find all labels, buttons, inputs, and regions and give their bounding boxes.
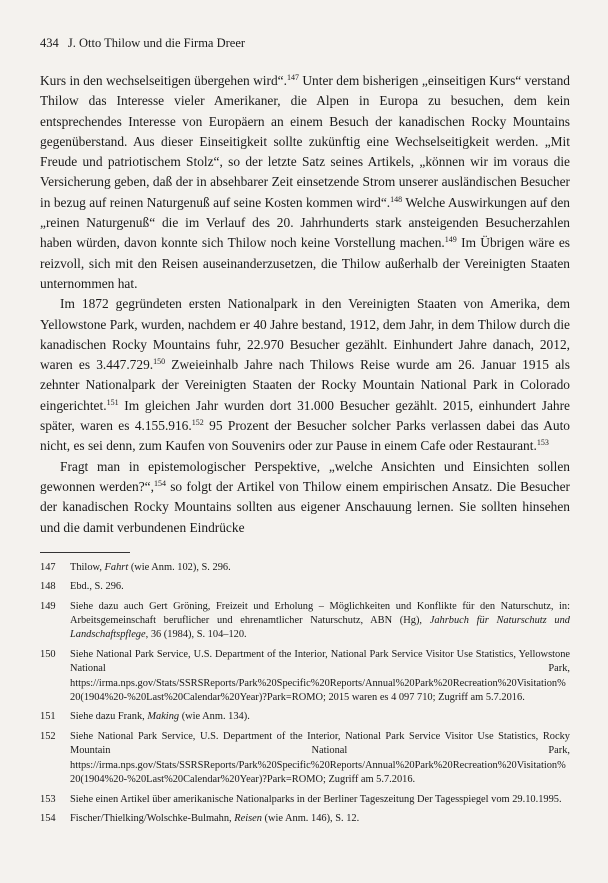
footnote bbox=[40, 793, 570, 807]
text-run: so folgt der Artikel von Thilow einem empirischen Ansatz. Die Besucher der kanadischen Rocky Mountains sollten aus eigener Anschauung lernen. Sie sollten hinsehen und die damit verbundenen Eindrücke bbox=[40, 478, 570, 535]
footnote-number: 153 bbox=[40, 793, 56, 805]
main-text bbox=[40, 71, 570, 538]
footnote-reference[interactable]: 150 bbox=[153, 357, 166, 367]
text-run: Kurs in den wechselseitigen übergehen wird“. bbox=[40, 73, 287, 88]
footnote bbox=[40, 812, 570, 826]
text-run: Im 1872 gegründeten ersten Nationalpark in den Vereinigten Staaten von Amerika, dem Yellowstone Park, wurden, nachdem er 40 Jahre bestand, 1912, dem Jahr, in dem Thilow durch die kanadischen Rocky Mountains fuhr, 22.970 Besucher gezählt. Einhundert Jahre danach, 2012, waren es 3.447.729. bbox=[40, 296, 570, 373]
cited-title: Reisen bbox=[234, 812, 262, 824]
text-run: Unter dem bisherigen „einseitigen Kurs“ verstand Thilow das Interesse vieler Amerikaner, die Alpen in Europa zu besuchen, dem kein entsprechendes Interesse von Europäern an einem Besuch der kanadischen Rocky Mountains gegenüberstand. Aus dieser Einseitigkeit sollte zukünftig eine Wechselseitigkeit werden. „Mit Freude und patriotischem Stolz“, so der letzte Satz seines Artikels, „können wir im voraus die Versicherung geben, daß der in absehbarer Zeit einsetzende Strom unserer ausländischen Besucher in bezug auf reinen Naturgenuß auf seine Kosten kommen wird“. bbox=[40, 73, 570, 210]
text-run: (wie Anm. 102), S. 296. bbox=[128, 561, 231, 573]
text-run: 95 Prozent der Besucher solcher Parks verlassen dabei das Auto nicht, es sei denn, zum Kaufen von Souvenirs oder zur Pause in einem Cafe oder Restaurant. bbox=[40, 418, 570, 454]
footnote-text bbox=[70, 600, 570, 643]
text-run: Siehe dazu auch Gert Gröning, Freizeit und Erholung – Möglichkeiten und Konflikte für den Naturschutz, in: Arbeitsgemeinschaft beruflicher und ehrenamtlicher Naturschutz, ABN (Hg), bbox=[70, 600, 570, 627]
text-run: Siehe National Park Service, U.S. Department of the Interior, National Park Service Visitor Use Statistics, Yellowstone National Park, https://irma.nps.gov/Stats/SSRSReports/Park%20Specific%20Reports/Annual%20Park%20Recreation%20Visitation%20(1904%20-%20Last%20Calendar%20Year)?Park=ROMO; 2015 waren es 4 097 710; Zugriff am 5.7.2016. bbox=[70, 648, 570, 704]
footnote-number: 149 bbox=[40, 600, 56, 612]
page-number: 434 bbox=[40, 36, 59, 50]
cited-title: Jahrbuch für Naturschutz und Landschaftspflege bbox=[70, 615, 570, 641]
text-run: (wie Anm. 146), S. 12. bbox=[261, 812, 360, 824]
paragraph bbox=[40, 457, 570, 538]
footnote-number: 154 bbox=[40, 812, 56, 824]
footnote-reference[interactable]: 152 bbox=[191, 418, 204, 428]
footnote bbox=[40, 730, 570, 788]
text-run: Welche Auswirkungen auf den „reinen Naturgenuß“ die im Verlauf des 20. Jahrhunderts stark ansteigenden Besucherzahlen haben würden, davon konnte sich Thilow noch keine Vorstellung machen. bbox=[40, 194, 570, 251]
text-run: Thilow, bbox=[70, 561, 105, 573]
footnote bbox=[40, 710, 570, 724]
footnote bbox=[40, 648, 570, 706]
text-run: Zweieinhalb Jahre nach Thilows Reise wurde am 26. Januar 1915 als zehnter Nationalpark der Vereinigten Staaten der Rocky Mountain National Park in Colorado eingerichtet. bbox=[40, 357, 570, 413]
footnote bbox=[40, 600, 570, 643]
text-run: Siehe National Park Service, U.S. Department of the Interior, National Park Service Visitor Use Statistics, Rocky Mountain National Park, https://irma.nps.gov/Stats/SSRSReports/Park%20Specific%20Reports/Annual%20Park%20Recreation%20Visitation%20(1904%20-%20Last%20Calendar%20Year)?Park=ROMO; Zugriff am 5.7.2016. bbox=[70, 730, 570, 786]
footnote bbox=[40, 580, 570, 594]
text-run: Im gleichen Jahr wurden dort 31.000 Besucher gezählt. 2015, einhundert Jahre später, waren es 4.155.916. bbox=[40, 397, 570, 434]
footnote-reference[interactable]: 153 bbox=[536, 438, 549, 448]
footnote-number: 148 bbox=[40, 581, 56, 593]
footnote-reference[interactable]: 154 bbox=[153, 478, 166, 488]
text-run: Fragt man in epistemologischer Perspektive, „welche Ansichten und Einsichten sollen gewonnen werden?“, bbox=[40, 458, 570, 494]
running-header bbox=[40, 36, 570, 51]
text-run: Ebd., S. 296. bbox=[70, 581, 124, 593]
footnote-number: 151 bbox=[40, 711, 56, 723]
footnote-divider bbox=[40, 552, 130, 553]
footnote-number: 150 bbox=[40, 648, 56, 660]
text-run: Siehe dazu Frank, bbox=[70, 711, 148, 723]
footnote-text bbox=[70, 648, 570, 706]
footnote-text bbox=[70, 812, 570, 826]
footnote-text bbox=[70, 710, 570, 724]
text-run: Siehe einen Artikel über amerikanische Nationalparks in der Berliner Tageszeitung Der Tagesspiegel vom 29.10.1995. bbox=[70, 793, 562, 805]
text-run: Im Übrigen wäre es reizvoll, sich mit den Reisen auseinanderzusetzen, die Thilow außerhalb der Vereinigten Staaten unternommen hat. bbox=[40, 235, 570, 291]
paragraph bbox=[40, 294, 570, 456]
footnote-text bbox=[70, 580, 570, 594]
text-run: (wie Anm. 134). bbox=[179, 711, 250, 723]
running-title: J. Otto Thilow und die Firma Dreer bbox=[67, 36, 246, 50]
footnote-text bbox=[70, 793, 570, 807]
paragraph bbox=[40, 71, 570, 294]
text-run: , 36 (1984), S. 104–120. bbox=[145, 629, 247, 641]
footnote-reference[interactable]: 151 bbox=[106, 397, 119, 407]
footnotes bbox=[40, 561, 570, 827]
footnote-text bbox=[70, 561, 570, 575]
text-run: Fischer/Thielking/Wolschke-Bulmahn, bbox=[70, 812, 235, 824]
footnote bbox=[40, 561, 570, 575]
footnote-reference[interactable]: 148 bbox=[390, 194, 403, 204]
footnote-number: 152 bbox=[40, 730, 56, 742]
footnote-text bbox=[70, 730, 570, 788]
cited-title: Making bbox=[147, 711, 180, 723]
footnote-number: 147 bbox=[40, 561, 56, 573]
footnote-reference[interactable]: 147 bbox=[286, 73, 299, 82]
cited-title: Fahrt bbox=[104, 561, 129, 573]
footnote-reference[interactable]: 149 bbox=[444, 235, 457, 245]
